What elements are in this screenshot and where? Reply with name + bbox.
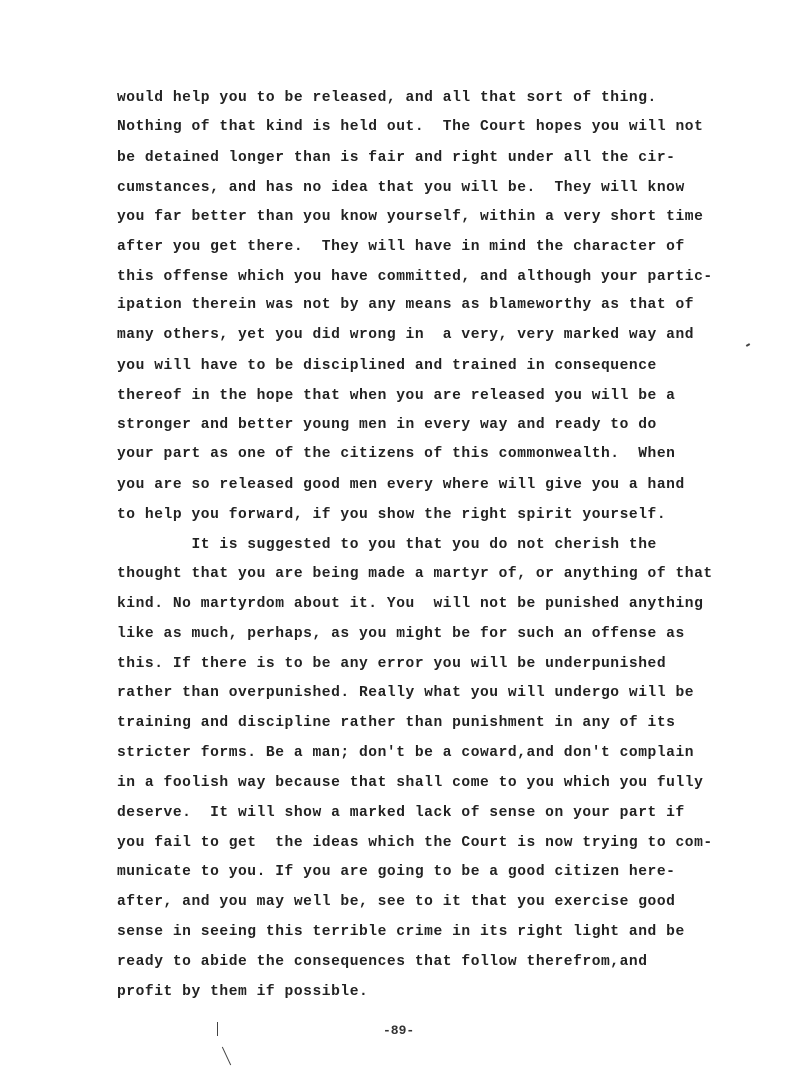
text-line: municate to you. If you are going to be a good citizen here- (117, 864, 676, 880)
text-line: Nothing of that kind is held out. The Court hopes you will not (117, 119, 704, 135)
paragraph-start-line: It is suggested to you that you do not cherish the (117, 537, 657, 553)
text-line: you are so released good men every where will give you a hand (117, 477, 685, 493)
scan-artifact-mark (217, 1022, 218, 1036)
text-line: stronger and better young men in every way and ready to do (117, 417, 657, 433)
text-line: would help you to be released, and all that sort of thing. (117, 90, 657, 106)
text-line: after, and you may well be, see to it that you exercise good (117, 894, 676, 910)
text-line: this. If there is to be any error you will be underpunished (117, 656, 667, 672)
text-line: thought that you are being made a martyr of, or anything of that (117, 566, 713, 582)
text-line: you fail to get the ideas which the Court is now trying to com- (117, 835, 713, 851)
text-line: you will have to be disciplined and trained in consequence (117, 358, 657, 374)
text-line: you far better than you know yourself, within a very short time (117, 209, 704, 225)
text-line: in a foolish way because that shall come to you which you fully (117, 775, 704, 791)
text-line: ipation therein was not by any means as blameworthy as that of (117, 297, 695, 313)
text-line: rather than overpunished. Really what you will undergo will be (117, 685, 695, 701)
text-line: many others, yet you did wrong in a very, very marked way and (117, 327, 695, 343)
text-line: cumstances, and has no idea that you will be. They will know (117, 180, 685, 196)
text-line: be detained longer than is fair and right under all the cir- (117, 150, 676, 166)
text-line: kind. No martyrdom about it. You will not be punished anything (117, 596, 704, 612)
text-line: your part as one of the citizens of this commonwealth. When (117, 446, 676, 462)
text-line: stricter forms. Be a man; don't be a coward,and don't complain (117, 745, 695, 761)
text-line: this offense which you have committed, and although your partic- (117, 269, 713, 285)
text-line: ready to abide the consequences that follow therefrom,and (117, 954, 648, 970)
text-line: profit by them if possible. (117, 984, 369, 1000)
text-line: training and discipline rather than punishment in any of its (117, 715, 676, 731)
text-line: sense in seeing this terrible crime in its right light and be (117, 924, 685, 940)
text-line: thereof in the hope that when you are released you will be a (117, 388, 676, 404)
page-number: -89- (383, 1023, 415, 1038)
scan-artifact-mark (222, 1047, 231, 1066)
text-line: after you get there. They will have in mind the character of (117, 239, 685, 255)
text-line: deserve. It will show a marked lack of sense on your part if (117, 805, 685, 821)
text-line: to help you forward, if you show the right spirit yourself. (117, 507, 667, 523)
text-line: like as much, perhaps, as you might be for such an offense as (117, 626, 685, 642)
scan-artifact-mark (746, 343, 750, 347)
